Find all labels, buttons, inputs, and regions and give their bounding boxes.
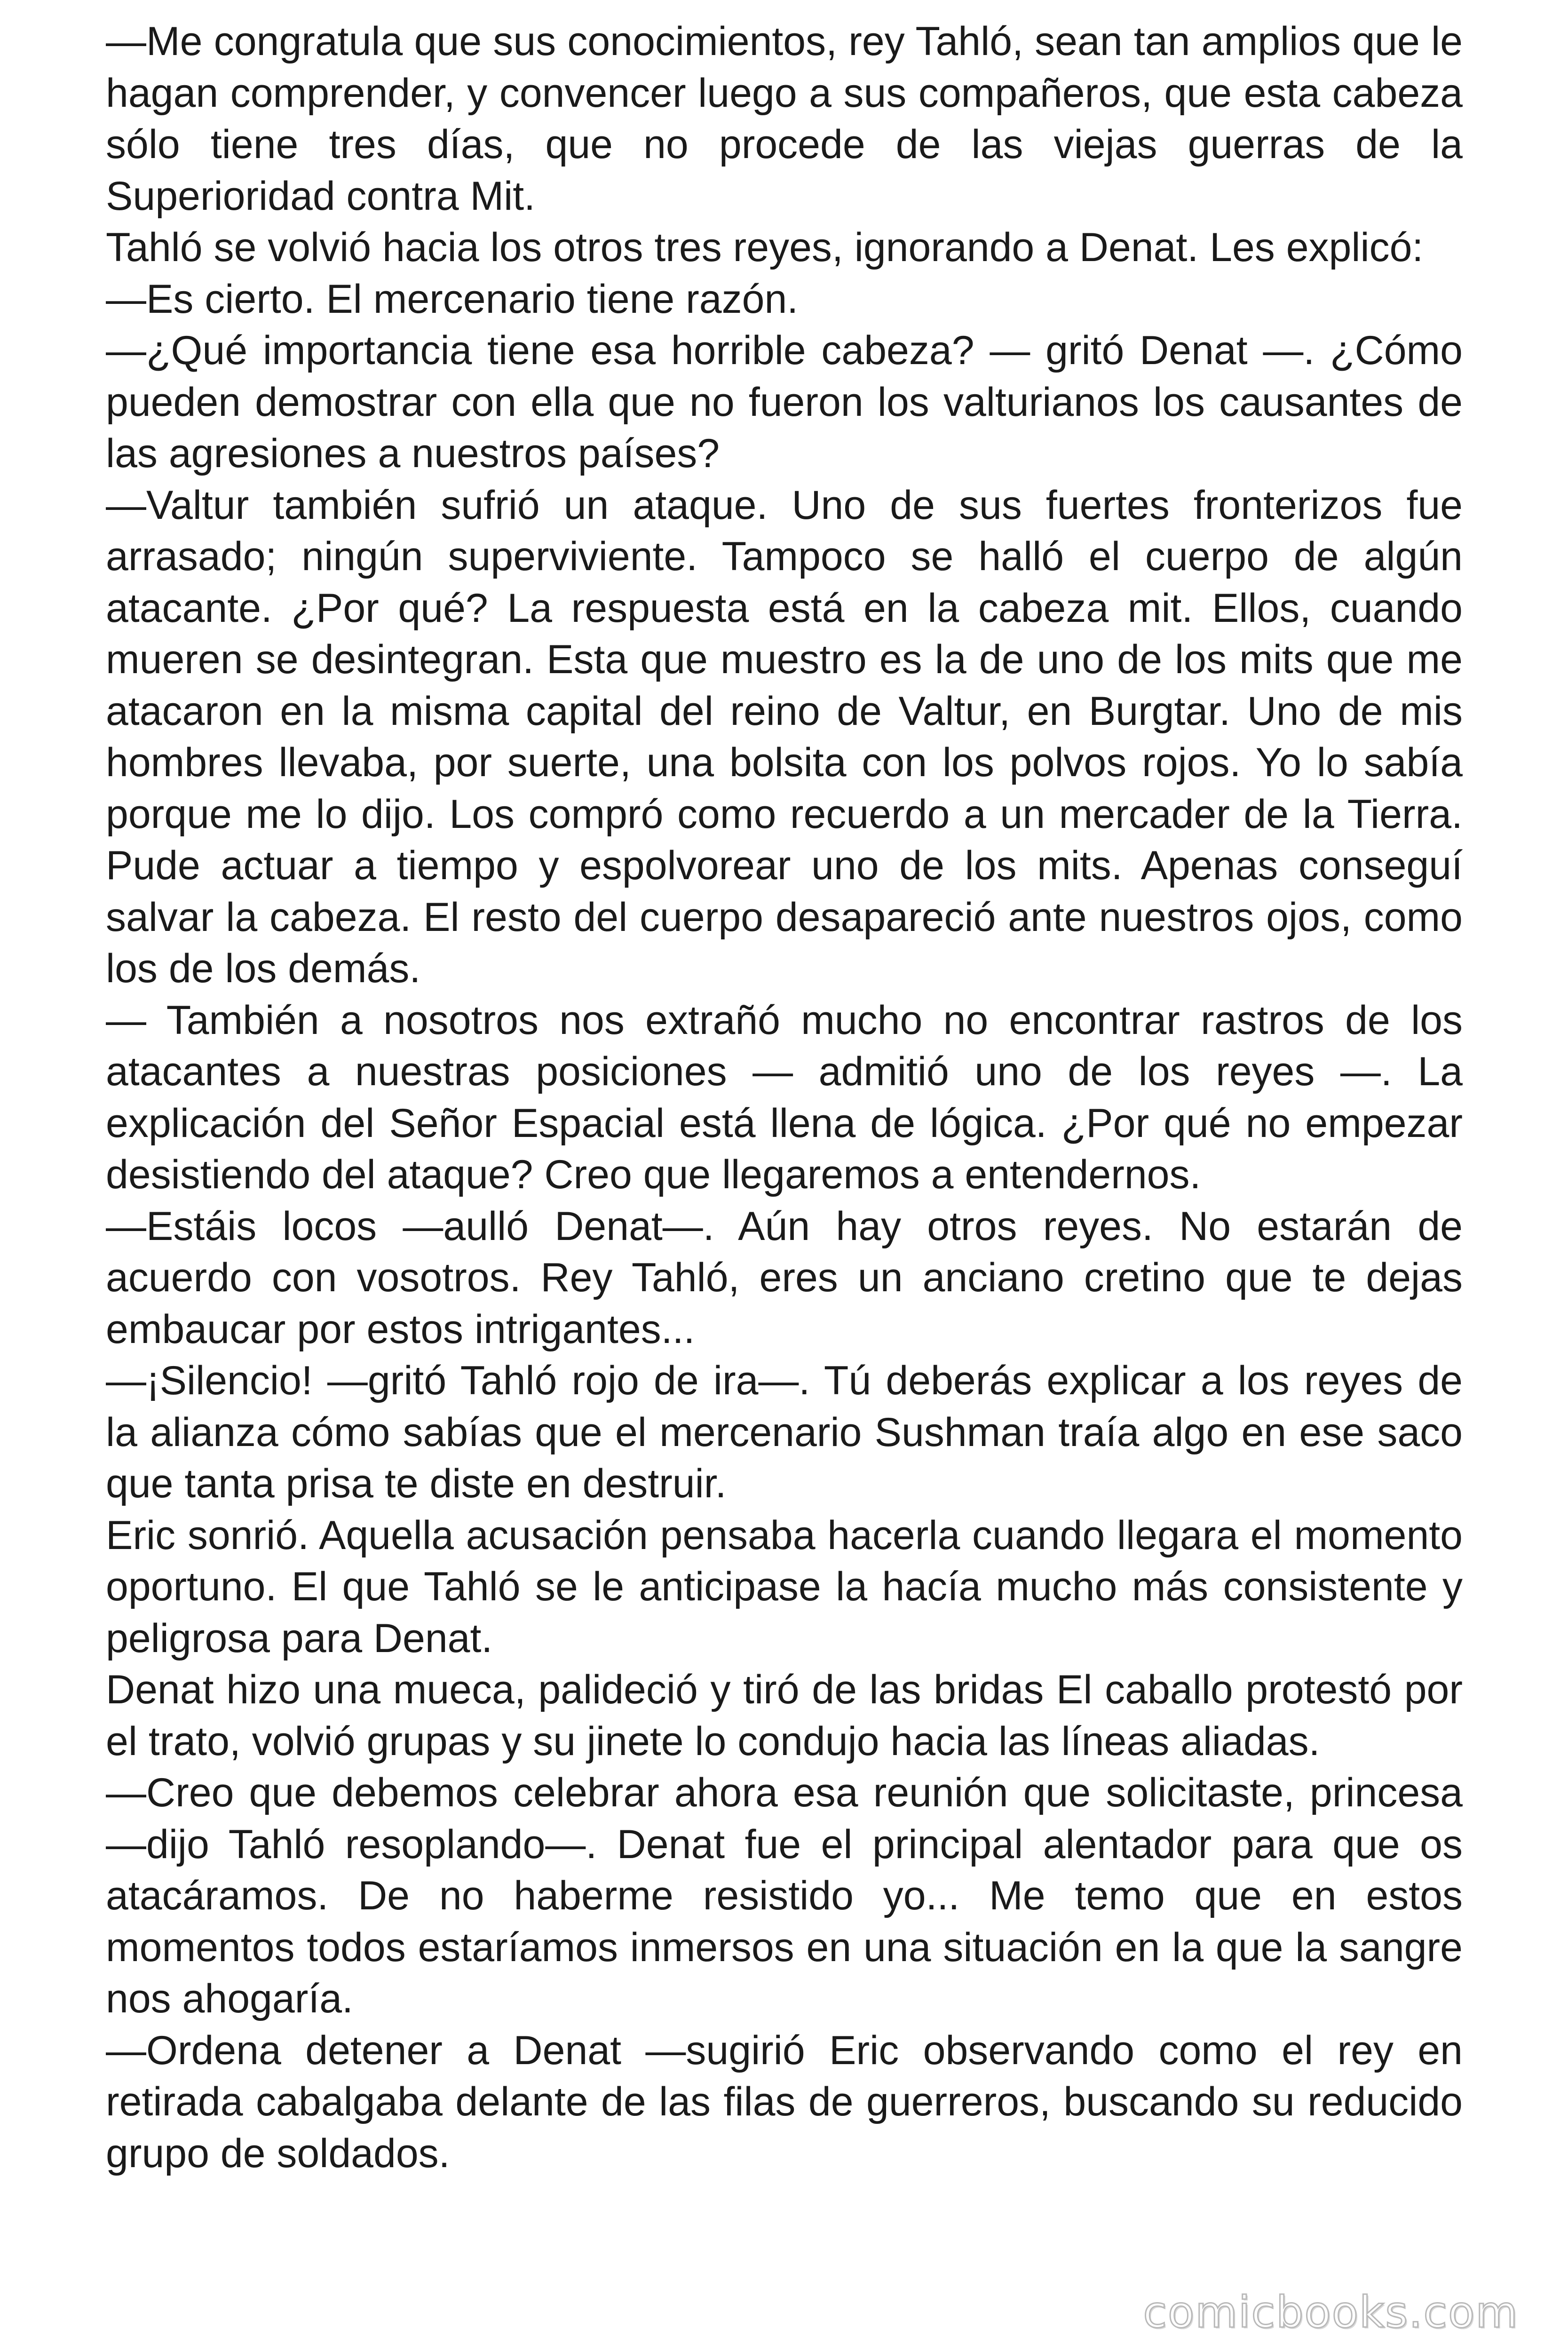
body-text — [106, 16, 1463, 2179]
paragraph: —Ordena detener a Denat —sugirió Eric observando como el rey en retirada cabalgaba delante de las filas de guerreros, buscando su reducido grupo de soldados. — [106, 2027, 1463, 2176]
paragraph: —Estáis locos —aulló Denat—. Aún hay otros reyes. No estarán de acuerdo con vosotros. Rey Tahló, eres un anciano cretino que te dejas embaucar por estos intrigantes... — [106, 1203, 1463, 1352]
paragraph: Denat hizo una mueca, palideció y tiró de las bridas El caballo protestó por el trato, volvió grupas y su jinete lo condujo hacia las líneas aliadas. — [106, 1667, 1463, 1764]
paragraph: —Me congratula que sus conocimientos, rey Tahló, sean tan amplios que le hagan comprender, y convencer luego a sus compañeros, que esta cabeza sólo tiene tres días, que no procede de las viejas guerras de la Superioridad contra Mit. — [106, 19, 1463, 219]
paragraph: —Valtur también sufrió un ataque. Uno de sus fuertes fronterizos fue arrasado; ningún superviviente. Tampoco se halló el cuerpo de algún atacante. ¿Por qué? La respuesta está en la cabeza mit. Ellos, cuando mueren se desintegran. Esta que muestro es la de uno de los mits que me atacaron en la misma capital del reino de Valtur, en Burgtar. Uno de mis hombres llevaba, por suerte, una bolsita con los polvos rojos. Yo lo sabía porque me lo dijo. Los compró como recuerdo a un mercader de la Tierra. Pude actuar a tiempo y espolvorear uno de los mits. Apenas conseguí salvar la cabeza. El resto del cuerpo desapareció ante nuestros ojos, como los de los demás. — [106, 482, 1463, 991]
paragraph: —Es cierto. El mercenario tiene razón. — [106, 276, 799, 322]
paragraph: Tahló se volvió hacia los otros tres reyes, ignorando a Denat. Les explicó: — [106, 225, 1424, 270]
paragraph: —¡Silencio! —gritó Tahló rojo de ira—. Tú deberás explicar a los reyes de la alianza cómo sabías que el mercenario Sushman traía algo en ese saco que tanta prisa te diste en destruir. — [106, 1358, 1463, 1506]
paragraph: — También a nosotros nos extrañó mucho no encontrar rastros de los atacantes a nuestras posiciones — admitió uno de los reyes —. La explicación del Señor Espacial está llena de lógica. ¿Por qué no empezar desistiendo del ataque? Creo que llegaremos a entendernos. — [106, 997, 1463, 1197]
paragraph: —Creo que debemos celebrar ahora esa reunión que solicitaste, princesa —dijo Tahló resoplando—. Denat fue el principal alentador para que os atacáramos. De no haberme resistido yo... Me temo que en estos momentos todos estaríamos inmersos en una situación en la que la sangre nos ahogaría. — [106, 1770, 1463, 2021]
paragraph: —¿Qué importancia tiene esa horrible cabeza? — gritó Denat —. ¿Cómo pueden demostrar con ella que no fueron los valturianos los causantes de las agresiones a nuestros países? — [106, 328, 1463, 476]
paragraph: Eric sonrió. Aquella acusación pensaba hacerla cuando llegara el momento oportuno. El que Tahló se le anticipase la hacía mucho más consistente y peligrosa para Denat. — [106, 1512, 1463, 1661]
watermark: comicbooks.com — [1143, 2287, 1519, 2337]
